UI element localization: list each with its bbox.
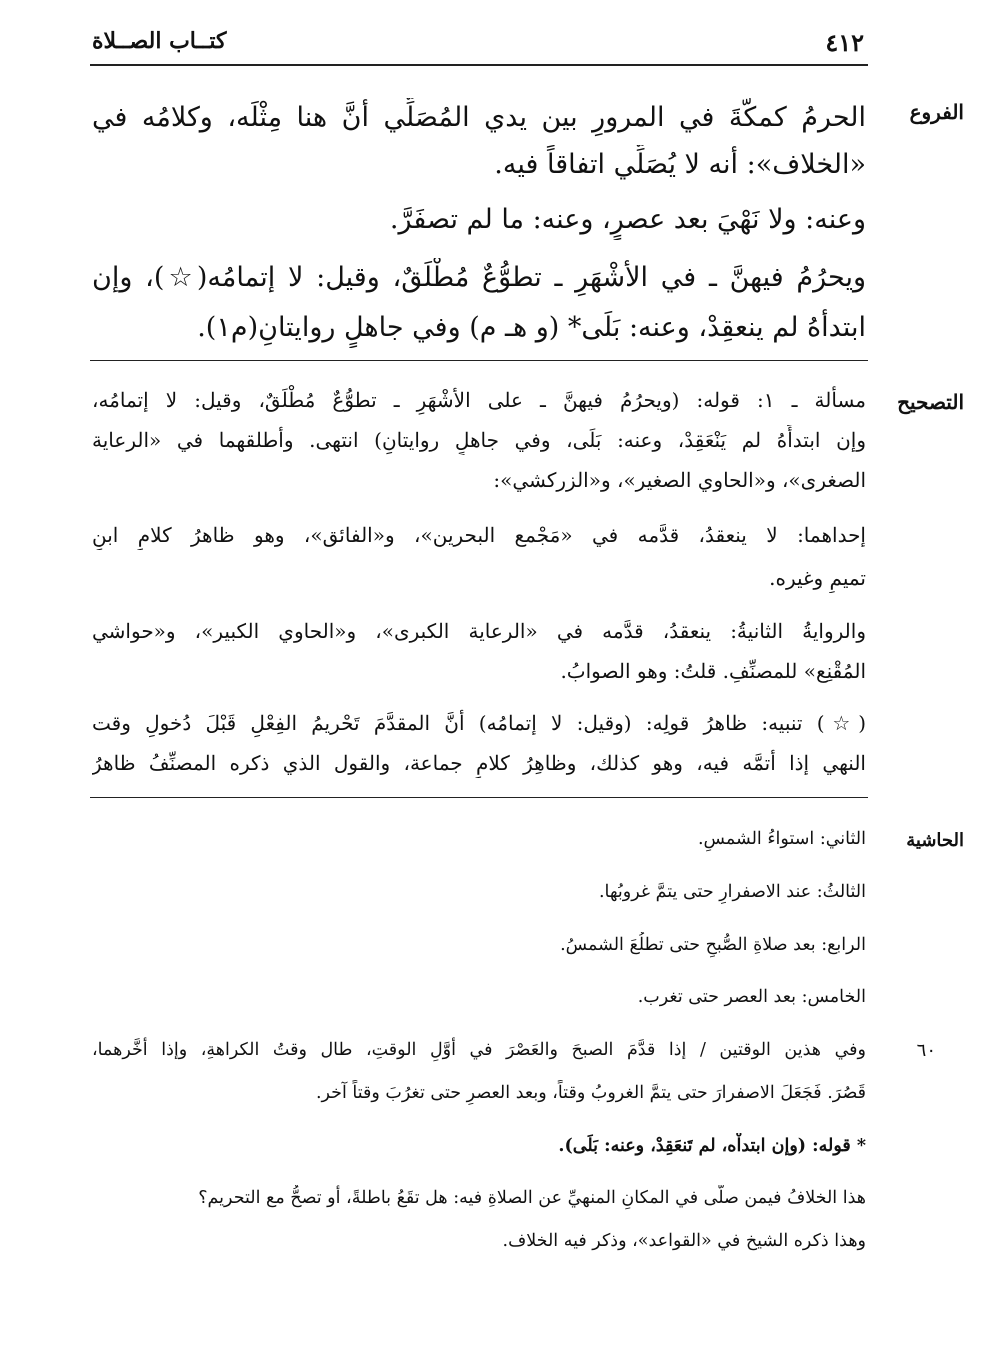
hashiya-line-4: الخامس: بعد العصر حتى تغرب. bbox=[637, 987, 866, 1007]
hashiya-line-1: الثاني: استواءُ الشمسِ. bbox=[697, 829, 866, 849]
furu-line-3: وعنه: ولا نَهْيَ بعد عصرٍ، وعنه: ما لم تصفَرَّ. bbox=[389, 204, 866, 235]
running-title: كتــاب الصــلاة bbox=[92, 28, 227, 54]
furu-line-2: «الخلاف»: أنه لا يُصَلِّي اتفاقاً فيه. bbox=[494, 149, 866, 180]
page-number: ٤١٢ bbox=[825, 28, 864, 57]
tashih-label: التصحيح bbox=[897, 390, 964, 414]
furu-line-1: الحرمُ كمكَّةَ في المرورِ بين يدي المُصَلِّي أنَّ هنا مِثْلَه، وكلامُه في bbox=[92, 102, 866, 133]
furu-rule bbox=[90, 360, 868, 361]
hashiya-line-8: هذا الخلافُ فيمن صلَّى في المكانِ المنهيِّ عن الصلاةِ فيه: هل تقَعُ باطلةً، أو تصحُّ مع التحريم؟ bbox=[198, 1188, 866, 1208]
hashiya-line-6: قَصُرَ. فَجَعَلَ الاصفرارَ حتى يتمَّ الغروبُ وقتاً، وبعد العصرِ حتى تغرُبَ وقتاً آخر. bbox=[315, 1083, 866, 1103]
hashiya-line-3: الرابع: بعد صلاةِ الصُّبحِ حتى تطلُعَ الشمسُ. bbox=[560, 935, 866, 955]
hashiya-line-2: الثالثُ: عند الاصفرارِ حتى يتمَّ غروبُها. bbox=[598, 882, 866, 902]
tashih-line-9: النهي إذا أتمَّه فيه، وهو كذلك، وظاهِرُ كلامِ جماعة، والقول الذي ذكره المصنِّفُ ظاهرُ bbox=[92, 751, 866, 775]
tashih-rule bbox=[90, 797, 868, 798]
tashih-line-7: المُقْنِع» للمصنِّفِ. قلتُ: وهو الصوابُ. bbox=[560, 659, 866, 683]
hashiya-line-7: * قوله: (وإن ابتداْه، لم تَنعَقِدْ، وعنه: بَلَى). bbox=[558, 1136, 866, 1156]
hashiya-label: الحاشية bbox=[906, 830, 964, 851]
hashiya-line-9: وهذا ذكره الشيخ في «القواعد»، وذكر فيه الخلاف. bbox=[502, 1231, 866, 1251]
hashiya-line-5: وفي هذين الوقتين / إذا قدَّمَ الصبحَ والعَصْرَ في أوَّلِ الوقتِ، طال وقتُ الكراهةِ، وإذا أخَّرهما، bbox=[92, 1040, 866, 1060]
tashih-line-3: الصغرى»، و«الحاوي الصغير»، و«الزركشي»: bbox=[493, 468, 866, 492]
tashih-line-5: تميمٍ وغيره. bbox=[769, 566, 866, 590]
furu-label: الفروع bbox=[909, 100, 964, 124]
header-rule bbox=[90, 64, 868, 66]
furu-line-4: ويحرُمُ فيهنَّ ـ في الأشْهَرِ ـ تطوُّعٌ مُطْلَقٌ، وقيل: لا إتمامُه(☆)، وإن bbox=[92, 262, 866, 293]
tashih-line-6: والروايةُ الثانيةُ: ينعقدُ، قدَّمه في «الرعاية الكبرى»، و«الحاوي الكبير»، و«حواشي bbox=[92, 619, 866, 643]
furu-line-5: ابتدأَهُ لم ينعقِدْ، وعنه: بَلَى* (و هـ م) وفي جاهلٍ روايتانِ(م١). bbox=[197, 312, 866, 343]
tashih-line-4: إحداهما: لا ينعقدُ، قدَّمه في «مَجْمع البحرين»، و«الفائق»، وهو ظاهرُ كلامِ ابنِ bbox=[92, 523, 866, 547]
hashiya-margin-number: ٦٠ bbox=[916, 1040, 936, 1061]
tashih-line-1: مسألة ـ ١: قوله: (ويحرُمُ فيهنَّ ـ على الأشْهَرِ ـ تطوُّعٌ مُطْلَقٌ، وقيل: لا إتمامُه، bbox=[92, 388, 866, 412]
tashih-line-2: وإن ابتدأَهُ لم يَنْعَقِدْ، وعنه: بَلَى، وفي جاهلٍ روايتانِ) انتهى. وأطلقهما في «الرعاية bbox=[92, 428, 866, 452]
tashih-line-8: (☆) تنبيه: ظاهرُ قولِه: (وقيل: لا إتمامُه) أنَّ المقدَّمَ تَحْريمُ الفِعْلِ قَبْلَ دُخولِ وقت bbox=[92, 711, 866, 735]
